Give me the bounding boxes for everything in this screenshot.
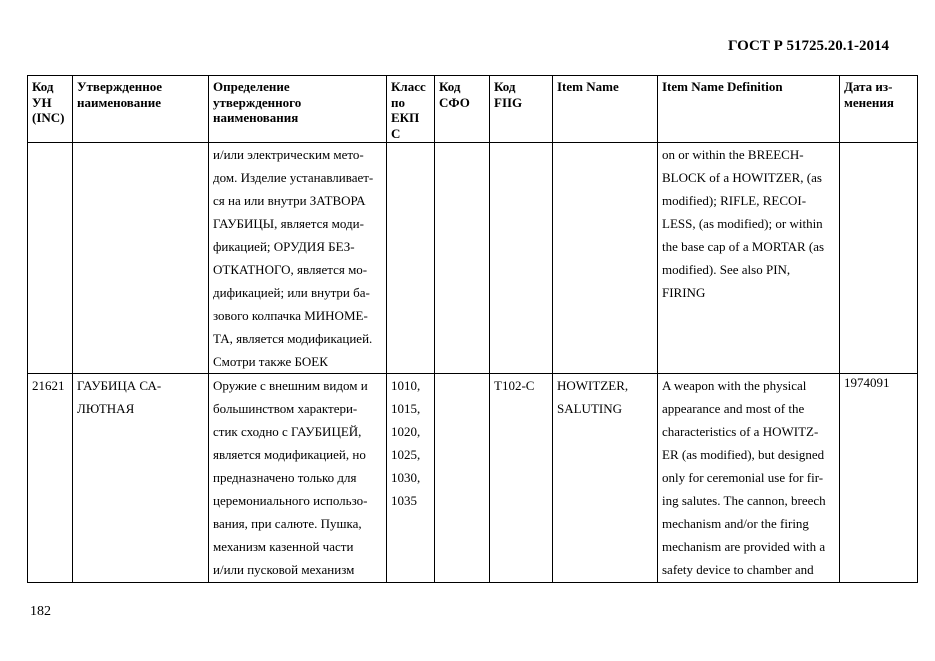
cell-text-line: A weapon with the physical	[662, 378, 807, 393]
cell-text-line: on or within the BREECH-	[662, 147, 804, 162]
cell-text: 1974091	[844, 375, 890, 390]
col-definition-header	[209, 76, 387, 143]
header-text-line: Код	[32, 79, 54, 94]
col-date-header	[840, 76, 918, 143]
header-text-line: Item Name Definition	[662, 79, 783, 94]
cell-text-line: предназначено только для	[213, 470, 357, 485]
cell-text-line: дом. Изделие устанавливает-	[213, 170, 374, 185]
cell-text-line: и/или пусковой механизм	[213, 562, 355, 577]
cell-text-line: 1025,	[391, 447, 421, 462]
col-approved-name-cell	[73, 374, 209, 583]
cell-text-line: Оружие с внешним видом и	[213, 378, 368, 393]
cell-text: T102-C	[494, 378, 535, 393]
header-text-line: С	[391, 125, 401, 141]
col-sfo-cell	[435, 374, 490, 583]
table-row	[28, 143, 918, 374]
header-text-line: FIIG	[494, 94, 523, 110]
cell-text-line: ГАУБИЦА СА-	[77, 378, 162, 393]
cell-text-line: modified). See also PIN,	[662, 262, 791, 277]
cell-text-line: 1030,	[391, 470, 421, 485]
header-text-line: по	[391, 94, 405, 110]
header-text-line: Код	[439, 79, 461, 94]
cell-text-line: characteristics of a HOWITZ-	[662, 424, 819, 439]
cell-text-line: 1015,	[391, 401, 421, 416]
cell-text-line: церемониального использо-	[213, 493, 368, 508]
col-class-ekps-cell	[387, 374, 435, 583]
col-item-definition-cell	[658, 143, 840, 374]
col-fiig-cell	[490, 143, 553, 374]
cell-text-line: вания, при салюте. Пушка,	[213, 516, 362, 531]
header-text-line: ЕКП	[391, 110, 420, 125]
cell-text-line: ing salutes. The cannon, breech	[662, 493, 826, 508]
cell-text-line: стик сходно с ГАУБИЦЕЙ,	[213, 424, 362, 439]
col-inc-header	[28, 76, 73, 143]
cell-text-line: only for ceremonial use for fir-	[662, 470, 824, 485]
cell-text-line: большинством характери-	[213, 401, 358, 416]
items-table	[27, 75, 918, 583]
cell-text-line: FIRING	[662, 285, 706, 300]
header-text-line: СФО	[439, 94, 470, 110]
header-row	[28, 76, 918, 143]
col-fiig-header	[490, 76, 553, 143]
col-item-definition-cell	[658, 374, 840, 583]
col-approved-name-cell	[73, 143, 209, 374]
header-text-line: УН	[32, 94, 52, 110]
col-inc-cell	[28, 374, 73, 583]
cell-text-line: LESS, (as modified); or within	[662, 216, 823, 231]
cell-text-line: дификацией; или внутри ба-	[213, 285, 370, 300]
col-definition-cell	[209, 143, 387, 374]
cell-text-line: ER (as modified), but designed	[662, 447, 825, 462]
cell-text-line: mechanism and/or the firing	[662, 516, 809, 531]
col-item-definition-header	[658, 76, 840, 143]
col-item-name-cell	[553, 374, 658, 583]
cell-text-line: и/или электрическим мето-	[213, 147, 364, 162]
col-sfo-header	[435, 76, 490, 143]
page-number: 182	[30, 604, 51, 619]
header-text-line: менения	[844, 94, 894, 110]
cell-text-line: 1035	[391, 493, 417, 508]
cell-text-line: mechanism are provided with a	[662, 539, 826, 554]
cell-text-line: ТА, является модификацией.	[213, 331, 373, 346]
cell-text-line: SALUTING	[557, 401, 622, 416]
header-text-line: Класс	[391, 79, 426, 94]
cell-text-line: механизм казенной части	[213, 539, 354, 554]
col-inc-cell	[28, 143, 73, 374]
cell-text-line: 1010,	[391, 378, 421, 393]
col-date-cell	[840, 143, 918, 374]
header-text-line: наименования	[213, 110, 299, 125]
cell-text-line: ОТКАТНОГО, является мо-	[213, 262, 368, 277]
table-row	[28, 374, 918, 583]
cell-text-line: appearance and most of the	[662, 401, 805, 416]
header-text-line: утвержденного	[213, 94, 302, 110]
col-item-name-header	[553, 76, 658, 143]
cell-text-line: зового колпачка МИНОМЕ-	[213, 308, 368, 323]
col-date-cell	[840, 374, 918, 583]
header-text-line: наименование	[77, 94, 162, 110]
col-definition-cell	[209, 374, 387, 583]
col-fiig-cell	[490, 374, 553, 583]
cell-text: 21621	[32, 378, 65, 393]
cell-text-line: BLOCK of a HOWITZER, (as	[662, 170, 822, 185]
cell-text-line: ся на или внутри ЗАТВОРА	[213, 193, 366, 208]
cell-text-line: ГАУБИЦЫ, является моди-	[213, 216, 364, 231]
cell-text-line: фикацией; ОРУДИЯ БЕЗ-	[213, 239, 355, 254]
col-class-ekps-header	[387, 76, 435, 143]
cell-text-line: ЛЮТНАЯ	[77, 401, 135, 416]
col-approved-name-header	[73, 76, 209, 143]
cell-text-line: является модификацией, но	[213, 447, 366, 462]
col-item-name-cell	[553, 143, 658, 374]
header-text-line: Item Name	[557, 79, 619, 94]
col-sfo-cell	[435, 143, 490, 374]
header-text-line: Утвержденное	[77, 79, 162, 94]
col-class-ekps-cell	[387, 143, 435, 374]
standard-designation: ГОСТ Р 51725.20.1-2014	[727, 38, 889, 54]
header-text-line: Код	[494, 79, 516, 94]
header-text-line: (INC)	[32, 110, 65, 125]
cell-text-line: Смотри также БОЕК	[213, 354, 328, 369]
cell-text-line: HOWITZER,	[557, 378, 629, 393]
header-text-line: Определение	[213, 79, 290, 94]
cell-text-line: the base cap of a MORTAR (as	[662, 239, 825, 254]
cell-text-line: safety device to chamber and	[662, 562, 814, 577]
header-text-line: Дата из-	[844, 79, 893, 94]
cell-text-line: modified); RIFLE, RECOI-	[662, 193, 807, 208]
cell-text-line: 1020,	[391, 424, 421, 439]
